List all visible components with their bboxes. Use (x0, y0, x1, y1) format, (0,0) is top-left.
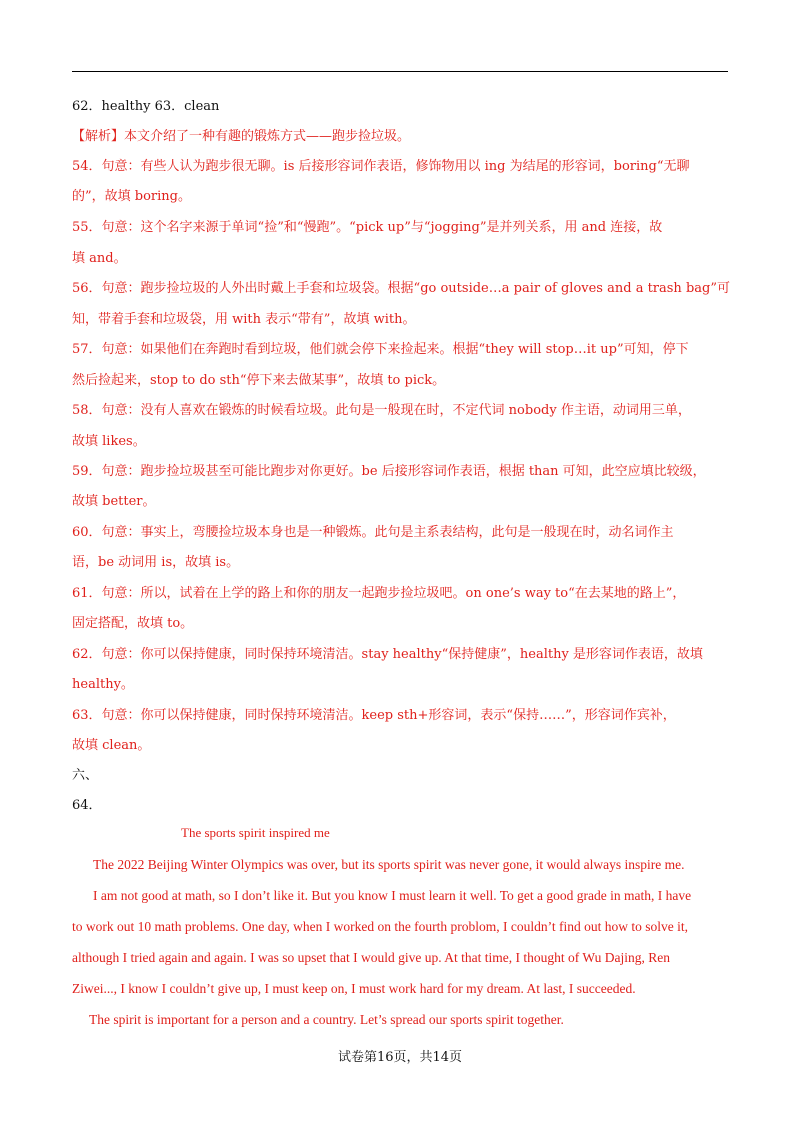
item-56-line1: 56．句意：跑步捡垃圾的人外出时戴上手套和垃圾袋。根据“go outside…a pair of gloves and a trash bag”可 (72, 281, 730, 296)
essay-line-2: I am not good at math, so I don’t like it. But you know I must learn it well. To get a good grade in math, I have (93, 888, 692, 903)
item-57-line1: 57．句意：如果他们在奔跑时看到垃圾，他们就会停下来捡起来。根据“they will stop…it up”可知，停下 (72, 342, 689, 357)
item-59-line2: 故填 better。 (72, 494, 156, 509)
section-six-heading: 六、 (72, 768, 99, 783)
header-rule (72, 71, 728, 72)
essay-line-4: although I tried again and again. I was so upset that I would give up. At that time, I thought of Wu Dajing, Ren (72, 950, 670, 965)
essay-title: The sports spirit inspired me (181, 825, 330, 840)
item-61-line2: 固定搭配，故填 to。 (72, 616, 194, 631)
item-57-line2: 然后捡起来，stop to do sth“停下来去做某事”，故填 to pick。 (72, 373, 446, 388)
answers-top: 62．healthy 63．clean (72, 99, 220, 114)
analysis-intro: 【解析】本文介绍了一种有趣的锻炼方式——跑步捡垃圾。 (72, 129, 411, 144)
question-64-number: 64． (72, 798, 102, 813)
essay-line-6: The spirit is important for a person and a country. Let’s spread our sports spirit together. (89, 1012, 564, 1027)
item-62-line2: healthy。 (72, 677, 134, 692)
item-58-line1: 58．句意：没有人喜欢在锻炼的时候看垃圾。此句是一般现在时，不定代词 nobody 作主语，动词用三单， (72, 403, 691, 418)
essay-line-3: to work out 10 math problems. One day, when I worked on the fourth problom, I couldn’t find out how to solve it, (72, 919, 689, 934)
item-63-line1: 63．句意：你可以保持健康，同时保持环境清洁。keep sth+形容词，表示“保持……”，形容词作宾补， (72, 708, 676, 723)
essay-line-5: Ziwei..., I know I couldn’t give up, I must keep on, I must work hard for my dream. At last, I succeeded. (72, 981, 636, 996)
item-59-line1: 59．句意：跑步捡垃圾甚至可能比跑步对你更好。be 后接形容词作表语，根据 than 可知，此空应填比较级， (72, 464, 706, 479)
page-footer: 试卷第16页，共14页 (337, 1050, 463, 1065)
item-55-line1: 55．句意：这个名字来源于单词“捡”和“慢跑”。“pick up”与“jogging”是并列关系，用 and 连接，故 (72, 220, 663, 235)
item-56-line2: 知，带着手套和垃圾袋，用 with 表示“带有”，故填 with。 (72, 312, 416, 327)
item-62-line1: 62．句意：你可以保持健康，同时保持环境清洁。stay healthy“保持健康”，healthy 是形容词作表语，故填 (72, 647, 703, 662)
item-54-line2: 的”，故填 boring。 (72, 189, 191, 204)
item-63-line2: 故填 clean。 (72, 738, 151, 753)
item-58-line2: 故填 likes。 (72, 434, 146, 449)
item-55-line2: 填 and。 (72, 251, 127, 266)
essay-line-1: The 2022 Beijing Winter Olympics was over, but its sports spirit was never gone, it would always inspire me. (93, 857, 685, 872)
item-60-line2: 语，be 动词用 is，故填 is。 (72, 555, 240, 570)
item-54-line1: 54．句意：有些人认为跑步很无聊。is 后接形容词作表语，修饰物用以 ing 为结尾的形容词，boring“无聊 (72, 159, 690, 174)
item-60-line1: 60．句意：事实上，弯腰捡垃圾本身也是一种锻炼。此句是主系表结构，此句是一般现在时，动名词作主 (72, 525, 674, 540)
item-61-line1: 61．句意：所以，试着在上学的路上和你的朋友一起跑步捡垃圾吧。on one’s way to“在去某地的路上”， (72, 586, 686, 601)
